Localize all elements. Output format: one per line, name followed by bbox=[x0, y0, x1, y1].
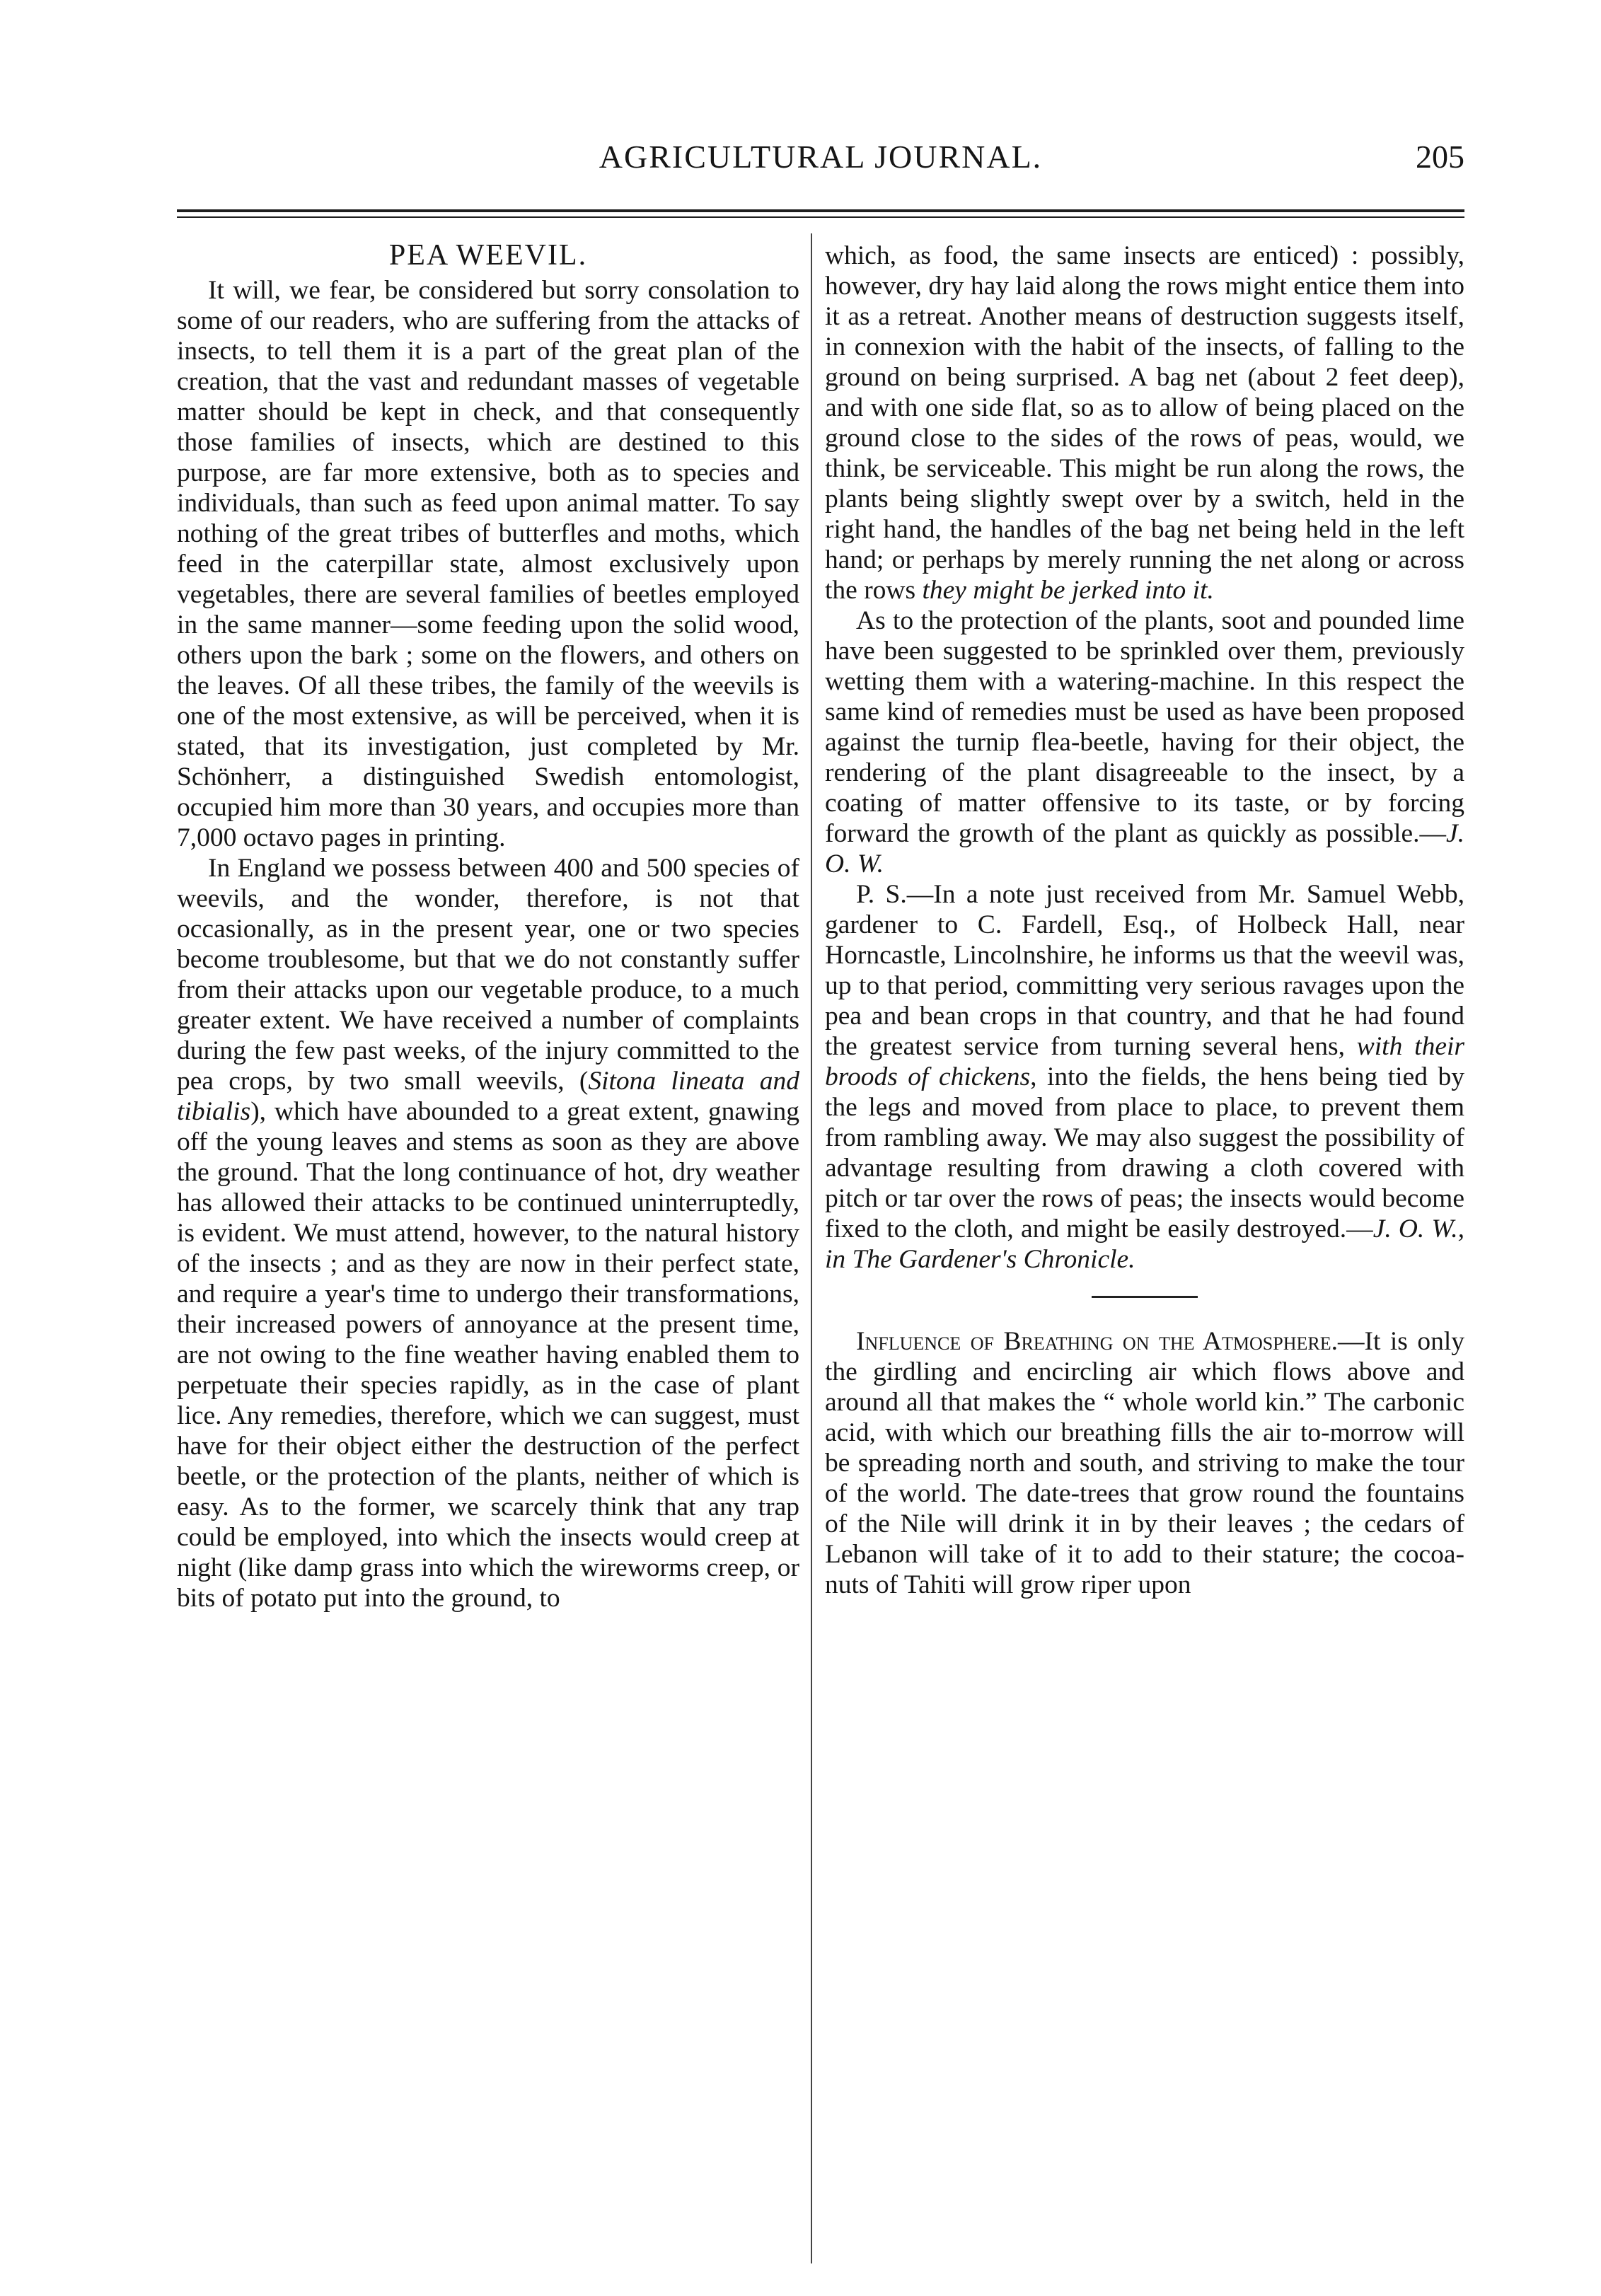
paragraph-continued bbox=[825, 240, 1464, 605]
left-column bbox=[177, 240, 799, 1613]
paragraph-protection bbox=[825, 605, 1464, 879]
article-title-pea-weevil: PEA WEEVIL. bbox=[388, 239, 588, 272]
paragraph-continued-italic: they might be jerked into it. bbox=[922, 576, 1214, 605]
column-divider bbox=[811, 233, 812, 2263]
paragraph-continued-text: which, as food, the same insects are enticed) : possibly, however, dry hay laid along the rows might entice them into it as a retreat. Another means of destruction suggests itself, in connexion with the habit of the insects, of falling to the ground on being surprised. A bag net (about 2 feet deep), and with one side flat, so as to allow of being placed on the ground close to the sides of the rows of peas, would, we think, be serviceable. This might be run along the rows, the plants being slightly swept over by a switch, held in the right hand, the handles of the bag net being held in the left hand; or perhaps by merely running the net along or across the rows bbox=[825, 241, 1464, 605]
running-header bbox=[177, 138, 1464, 187]
postscript-text-b: , into the fields, the hens being tied by the legs and moved from place to place, to prevent them from rambling away. We may also suggest the possibility of advantage resulting from drawing a cloth covered with pitch or tar over the rows of peas; the insects would become fixed to the cloth, and might be easily destroyed.— bbox=[825, 1062, 1465, 1243]
breathing-heading: Influence of Breathing on the Atmosphere. bbox=[856, 1327, 1338, 1356]
paragraph-breathing bbox=[825, 1326, 1464, 1600]
paragraph-1 bbox=[177, 275, 799, 853]
breathing-text: —It is only the girdling and encircling air which flows above and around all that makes the “ whole world kin.” The carbonic acid, with which our breathing fills the air to-morrow will be spreading north and south, and striving to make the tour of the world. The date-trees that grow round the fountains of the Nile will drink it in by their leaves ; the cedars of Lebanon will take of it to add to their stature; the cocoa-nuts of Tahiti will grow riper upon bbox=[825, 1327, 1464, 1599]
journal-title: AGRICULTURAL JOURNAL. bbox=[599, 139, 1043, 175]
paragraph-2 bbox=[177, 853, 799, 1613]
header-rule-thin bbox=[177, 216, 1464, 218]
page-number: 205 bbox=[1416, 139, 1464, 175]
paragraph-2-text-b: ), which have abounded to a great extent, gnawing off the young leaves and stems as soon as they are above the ground. That the long continuance of hot, dry weather has allowed their attacks to be continued uninterruptedly, is evident. We must attend, however, to the natural history of the insects ; and as they are now in their perfect state, and require a year's time to undergo their transformations, their increased powers of annoyance at the present time, are not owing to the fine weather having enabled them to perpetuate their species rapidly, as in the case of plant lice. Any remedies, therefore, which we can suggest, must have for their object either the destruction of the perfect beetle, or the protection of the plants, neither of which is easy. As to the former, we scarcely think that any trap could be employed, into which the insects would creep at night (like damp grass into which the wireworms creep, or bits of potato put into the ground, to bbox=[177, 1097, 799, 1613]
section-separator bbox=[1092, 1296, 1198, 1298]
author-signature: J. O. W. bbox=[825, 819, 1464, 879]
paragraph-protection-text: As to the protection of the plants, soot and pounded lime have been suggested to be sprinkled over them, previously wetting them with a watering-machine. In this respect the same kind of remedies must be used as have been proposed against the turnip flea-beetle, having for their object, the rendering of the plant disagreeable to the insect, by a coating of matter offensive to its taste, or by forcing forward the growth of the plant as quickly as possible.— bbox=[825, 606, 1464, 848]
postscript-italic: with their broods of chickens bbox=[825, 1032, 1464, 1091]
right-column bbox=[825, 240, 1464, 1600]
paragraph-2-text-a: In England we possess between 400 and 500 species of weevils, and the wonder, therefore, is not that occasionally, as in the present year, one or two species become troublesome, but that we do not constantly suffer from their attacks upon our vegetable produce, to a much greater extent. We have received a number of complaints during the few past weeks, of the injury committed to the pea crops, by two small weevils, ( bbox=[177, 854, 799, 1096]
species-names: Sitona lineata and tibialis bbox=[177, 1067, 799, 1126]
paragraph-1-text: It will, we fear, be considered but sorry consolation to some of our readers, who are suffering from the attacks of insects, to tell them it is a part of the great plan of the creation, that the vast and redundant masses of vegetable matter should be kept in check, and that consequently those families of insects, which are destined to this purpose, are far more extensive, both as to species and individuals, than such as feed upon animal matter. To say nothing of the great tribes of butterfles and moths, which feed in the caterpillar state, almost exclusively upon vegetables, there are several families of beetles employed in the same manner—some feeding upon the solid wood, others upon the bark ; some on the flowers, and others on the leaves. Of all these tribes, the family of the weevils is one of the most extensive, as will be perceived, when it is stated, that its investigation, just completed by Mr. Schönherr, a distinguished Swedish entomologist, occupied him more than 30 years, and occupies more than 7,000 octavo pages in printing. bbox=[177, 276, 799, 852]
postscript-signature: J. O. W., in The Gardener's Chronicle. bbox=[825, 1214, 1464, 1274]
header-rule-thick bbox=[177, 209, 1464, 212]
paragraph-postscript bbox=[825, 879, 1464, 1275]
postscript-text-a: P. S.—In a note just received from Mr. Samuel Webb, gardener to C. Fardell, Esq., of Holbeck Hall, near Horncastle, Lincolnshire, he informs us that the weevil was, up to that period, committing very serious ravages upon the pea and bean crops in that country, and that he had found the greatest service from turning several hens, bbox=[825, 880, 1464, 1061]
